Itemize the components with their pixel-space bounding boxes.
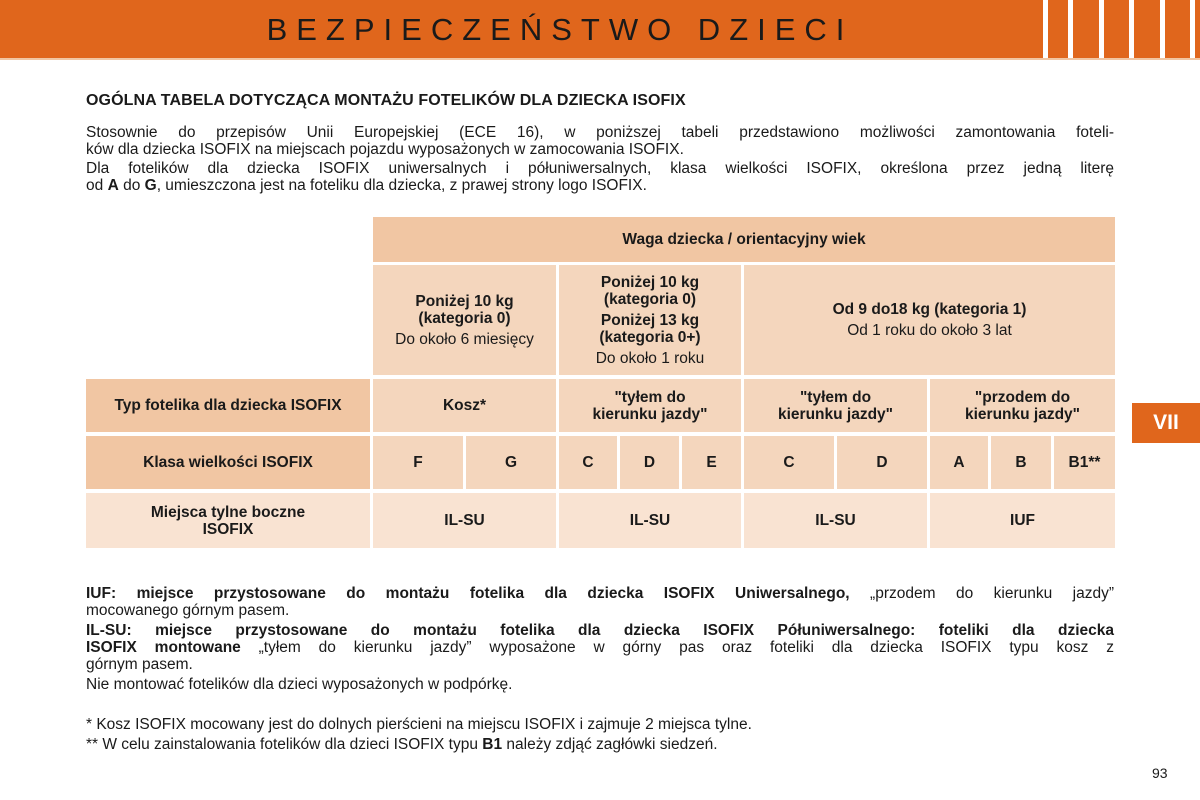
group-text: (kategoria 0) <box>418 309 511 327</box>
class-cell <box>682 436 741 489</box>
group-age: Do około 6 miesięcy <box>395 330 534 348</box>
class-cell <box>466 436 556 489</box>
class-value: G <box>504 454 518 471</box>
type-text: "przodem do <box>974 388 1071 406</box>
header-stripe <box>1190 0 1195 58</box>
intro-p1-line2: ków dla dziecka ISOFIX na miejscach pojazdu wyposażonych w zamocowania ISOFIX. <box>86 141 684 158</box>
intro-paragraph-2 <box>86 160 1114 194</box>
intro-paragraph-1 <box>86 124 1114 158</box>
weight-header-text: Waga dziecka / orientacyjny wiek <box>622 231 866 248</box>
type-cell-1 <box>373 379 556 432</box>
page-title: BEZPIECZEŃSTWO DZIECI <box>266 12 854 47</box>
seat-cell-1 <box>373 493 556 548</box>
header-stripe <box>1043 0 1048 58</box>
weight-header <box>373 217 1115 262</box>
class-value: E <box>706 454 717 471</box>
seat-value: IL-SU <box>815 512 856 529</box>
seat-value: IUF <box>1010 512 1035 529</box>
group-text: Poniżej 10 kg <box>415 292 514 310</box>
note-iuf-line2: mocowanego górnym pasem. <box>86 602 290 619</box>
header-stripe <box>1068 0 1073 58</box>
class-cell <box>930 436 988 489</box>
group-text: (kategoria 0) <box>603 290 697 308</box>
type-text: "tyłem do <box>799 388 872 406</box>
section-title: OGÓLNA TABELA DOTYCZĄCA MONTAŻU FOTELIKÓW DLA DZIECKA ISOFIX <box>86 92 686 109</box>
note-text: „przodem do kierunku jazdy” <box>849 585 1114 602</box>
header-stripe <box>1129 0 1134 58</box>
class-value: C <box>582 454 594 471</box>
type-text: kierunku jazdy" <box>592 405 708 423</box>
note-text: należy zdjąć zagłówki siedzeń. <box>502 736 718 753</box>
seat-cell-3 <box>744 493 927 548</box>
text-span: , umieszczona jest na foteliku dla dziecka, z prawej strony logo ISOFIX. <box>156 177 647 194</box>
group-text: Poniżej 13 kg <box>600 311 700 329</box>
type-cell-2 <box>559 379 741 432</box>
class-cell <box>373 436 463 489</box>
row-label-type <box>86 379 370 432</box>
type-cell-3 <box>744 379 927 432</box>
page-number: 93 <box>1152 765 1168 781</box>
row-label-class <box>86 436 370 489</box>
type-cell-4 <box>930 379 1115 432</box>
class-value: A <box>953 454 965 471</box>
header-stripe <box>1160 0 1165 58</box>
type-text: Kosz* <box>442 397 487 414</box>
type-text: kierunku jazdy" <box>964 405 1081 423</box>
class-cell <box>837 436 927 489</box>
group-cell-3 <box>744 265 1115 375</box>
seat-value: IL-SU <box>629 512 671 529</box>
group-age: Od 1 roku do około 3 lat <box>847 322 1012 339</box>
note-bold: IL-SU: miejsce przystosowane do montażu fotelika dla dziecka ISOFIX Półuniwersalnego: foteliki dla dziecka <box>86 622 1114 639</box>
note-ilsu-line2 <box>86 639 1114 656</box>
note-iuf-line1 <box>86 585 1114 602</box>
note-iuf <box>86 585 1114 619</box>
type-text: "tyłem do <box>614 388 686 406</box>
note-ilsu-line1 <box>86 622 1114 639</box>
note-text: „tyłem do kierunku jazdy” wyposażone w górny pas oraz foteliki dla dziecka ISOFIX typu kosz z <box>240 639 1114 656</box>
note-text: ** W celu zainstalowania fotelików dla dzieci ISOFIX typu <box>86 736 483 753</box>
seat-cell-2 <box>559 493 741 548</box>
header-stripe <box>1099 0 1104 58</box>
letter-a: A <box>107 177 119 194</box>
group-cell-2 <box>559 265 741 375</box>
letter-g: G <box>144 177 157 194</box>
class-value: D <box>876 454 888 471</box>
footnote-b1 <box>86 736 1114 753</box>
note-no-support: Nie montować fotelików dla dzieci wyposażonych w podpórkę. <box>86 676 513 693</box>
row-label-text: Typ fotelika dla dziecka ISOFIX <box>114 397 342 414</box>
note-bold: IUF: miejsce przystosowane do montażu fotelika dla dziecka ISOFIX Uniwersalnego, <box>86 585 850 602</box>
text-span: od <box>86 177 108 194</box>
note-bold: ISOFIX montowane <box>86 639 241 656</box>
class-cell <box>620 436 679 489</box>
note-ilsu-line3: górnym pasem. <box>86 656 193 673</box>
note-bold: B1 <box>482 736 503 753</box>
seat-cell-4 <box>930 493 1115 548</box>
row-label-text: Miejsca tylne boczne <box>150 503 306 521</box>
class-cell <box>559 436 617 489</box>
group-text: Poniżej 10 kg <box>600 273 700 291</box>
text-span: do <box>118 177 145 194</box>
class-value: D <box>643 454 656 471</box>
chapter-tab[interactable]: VII <box>1132 403 1200 443</box>
type-text: kierunku jazdy" <box>777 405 894 423</box>
header-divider <box>0 58 1200 60</box>
intro-p1-line1: Stosownie do przepisów Unii Europejskiej (ECE 16), w poniższej tabeli przedstawiono możliwości zamontowania foteli- <box>86 124 1114 141</box>
seat-value: IL-SU <box>444 512 485 529</box>
group-text: Od 9 do18 kg (kategoria 1) <box>832 301 1027 318</box>
group-text: (kategoria 0+) <box>599 328 701 346</box>
class-value: B1** <box>1068 454 1101 471</box>
class-value: F <box>413 454 423 471</box>
class-cell <box>744 436 834 489</box>
footnote-kosz: * Kosz ISOFIX mocowany jest do dolnych pierścieni na miejscu ISOFIX i zajmuje 2 miejsca tylne. <box>86 716 752 733</box>
row-label-text: Klasa wielkości ISOFIX <box>143 454 313 471</box>
intro-p2-line1: Dla fotelików dla dziecka ISOFIX uniwersalnych i półuniwersalnych, klasa wielkości ISOFIX, określona przez jedną literę <box>86 160 1114 177</box>
note-ilsu <box>86 622 1114 673</box>
class-value: B <box>1015 454 1027 471</box>
intro-p2-line2 <box>86 177 1114 194</box>
group-age: Do około 1 roku <box>595 349 705 367</box>
class-value: C <box>783 454 795 471</box>
row-label-text: ISOFIX <box>202 520 254 538</box>
class-cell <box>1054 436 1115 489</box>
group-cell-1 <box>373 265 556 375</box>
class-cell <box>991 436 1051 489</box>
row-label-seats <box>86 493 370 548</box>
